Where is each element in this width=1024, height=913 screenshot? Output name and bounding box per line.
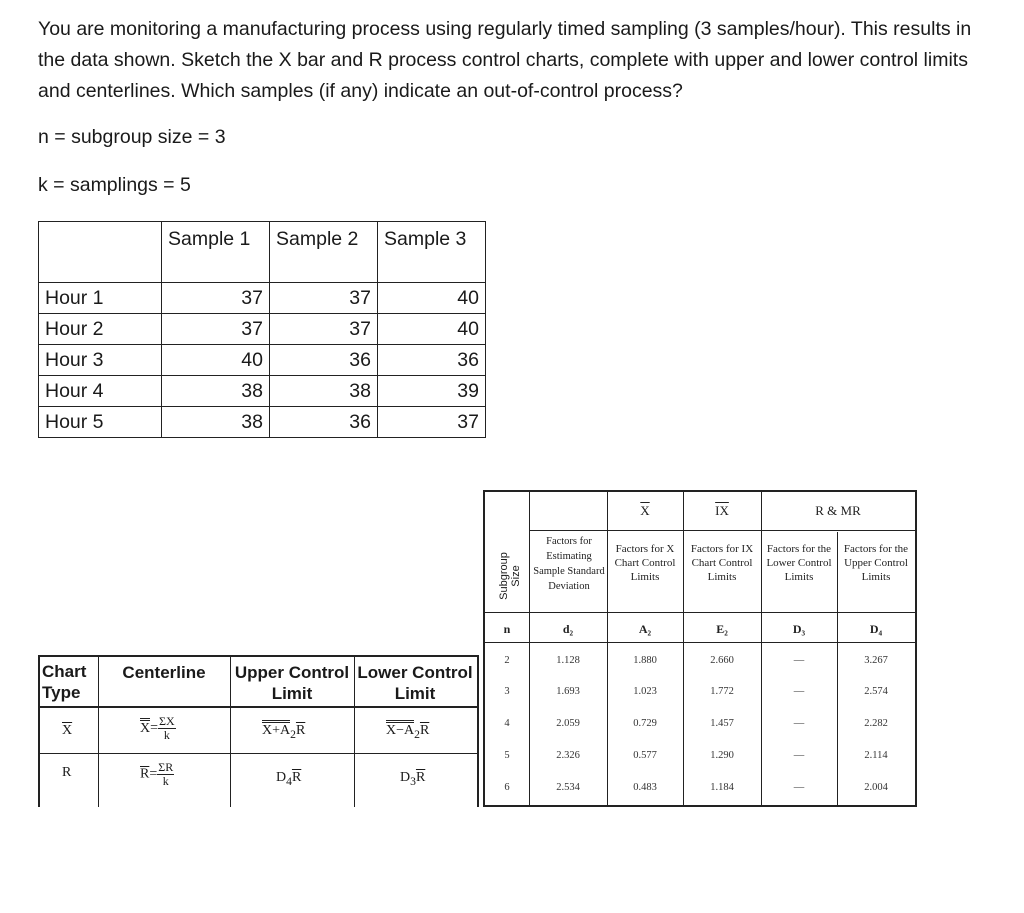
header-sample-1: Sample 1 (162, 222, 270, 283)
table-row (39, 345, 486, 376)
samples-corner-cell (39, 222, 162, 283)
row-label: Hour 3 (39, 345, 162, 376)
cell-d2: 1.128 (556, 655, 580, 666)
divider (761, 532, 762, 805)
cell-d2: 1.693 (556, 686, 580, 697)
cell-d4: 2.004 (864, 782, 888, 793)
cell-value: 38 (162, 376, 270, 407)
cell-d4: 2.574 (864, 686, 888, 697)
cell-d2: 2.326 (556, 750, 580, 761)
desc-d2: Factors for Estimating Sample Standard Deviation (533, 536, 605, 592)
cell-value: 37 (378, 407, 486, 438)
cell-value: 37 (270, 283, 378, 314)
cell-value: 37 (270, 314, 378, 345)
cell-e2: 1.457 (710, 718, 734, 729)
cell-e2: 2.660 (710, 655, 734, 666)
chart-type-r: R (62, 765, 72, 780)
cell-n: 3 (504, 686, 510, 697)
subgroup-size-label: Subgroup Size (498, 552, 522, 600)
header-chart-type: Chart Type (42, 662, 87, 702)
xbar-lcl-formula: $X-A_2\overline{R}$ (386, 723, 429, 741)
table-row (39, 407, 486, 438)
cell-a2: 0.729 (633, 718, 657, 729)
r-centerline-formula: $\overline{R}=$ $\frac{\Sigma R}{k}$ (140, 760, 174, 788)
sym-a2: A₂ (638, 622, 652, 636)
cell-value: 38 (162, 407, 270, 438)
cell-value: 36 (270, 345, 378, 376)
r-ucl-formula: $D_4\overline{R}$ (276, 770, 302, 788)
cell-value: 40 (378, 314, 486, 345)
xbar-ucl-formula: $X+A_2\overline{R}$ (262, 723, 305, 741)
cell-d2: 2.534 (556, 782, 580, 793)
cell-value: 36 (378, 345, 486, 376)
cell-value: 36 (270, 407, 378, 438)
question-text: You are monitoring a manufacturing process using regularly timed sampling (3 samples/hour). This results in the data shown. Sketch the X bar and R process control charts, complete with upper and lower control limits and centerlines. Which samples (if any) indicate an out-of-control process? (38, 18, 972, 102)
header-sample-3: Sample 3 (378, 222, 486, 283)
cell-a2: 1.023 (633, 686, 657, 697)
sym-n: n (503, 622, 511, 636)
header-lcl: Lower Control Limit (357, 663, 473, 703)
group-ix: $\overline{IX}$ (715, 503, 729, 518)
group-xbar: $\overline{X}$ (640, 503, 650, 518)
cell-d4: 2.114 (864, 750, 888, 761)
cell-value: 40 (378, 283, 486, 314)
divider (485, 612, 915, 613)
group-rmr: R & MR (815, 503, 861, 518)
cell-a2: 0.577 (633, 750, 657, 761)
cell-e2: 1.772 (710, 686, 734, 697)
control-formula-table (38, 655, 479, 807)
table-row (39, 314, 486, 345)
cell-a2: 1.880 (633, 655, 657, 666)
row-label: Hour 5 (39, 407, 162, 438)
sym-d2: d₂ (562, 622, 574, 636)
divider (485, 642, 915, 643)
xbar-centerline-formula: X= $\frac{\Sigma X}{k}$ (140, 714, 175, 742)
sym-d4: D₄ (869, 622, 883, 636)
header-centerline: Centerline (122, 663, 206, 682)
cell-value: 37 (162, 314, 270, 345)
cell-a2: 0.483 (633, 782, 657, 793)
cell-value: 37 (162, 283, 270, 314)
desc-d3: Factors for the Lower Control Limits (766, 543, 832, 583)
desc-d4: Factors for the Upper Control Limits (843, 543, 909, 583)
cell-d3: — (793, 718, 805, 729)
cell-n: 6 (504, 782, 510, 793)
factors-table (483, 490, 917, 807)
divider (529, 530, 915, 531)
cell-d3: — (793, 750, 805, 761)
cell-e2: 1.290 (710, 750, 734, 761)
table-row (39, 376, 486, 407)
divider (230, 657, 231, 807)
subgroup-size-text: n = subgroup size = 3 (38, 126, 226, 148)
samples-header-row (39, 222, 486, 283)
cell-value: 40 (162, 345, 270, 376)
desc-a2: Factors for X Chart Control Limits (614, 543, 676, 583)
samples-table (38, 221, 486, 438)
header-sample-2: Sample 2 (270, 222, 378, 283)
cell-value: 39 (378, 376, 486, 407)
sym-d3: D₃ (792, 622, 806, 636)
chart-type-xbar: $\overline{X}$ (62, 723, 73, 738)
cell-d3: — (793, 686, 805, 697)
cell-n: 4 (504, 718, 510, 729)
cell-n: 2 (504, 655, 510, 666)
cell-n: 5 (504, 750, 510, 761)
divider (98, 657, 99, 807)
cell-d4: 3.267 (864, 655, 888, 666)
row-label: Hour 4 (39, 376, 162, 407)
sym-e2: E₂ (716, 622, 728, 636)
cell-e2: 1.184 (710, 782, 734, 793)
row-label: Hour 2 (39, 314, 162, 345)
cell-d4: 2.282 (864, 718, 888, 729)
divider (40, 753, 477, 754)
cell-d2: 2.059 (556, 718, 580, 729)
table-row (39, 283, 486, 314)
cell-d3: — (793, 782, 805, 793)
samplings-text: k = samplings = 5 (38, 174, 191, 196)
desc-e2: Factors for IX Chart Control Limits (690, 543, 754, 583)
r-lcl-formula: $D_3\overline{R}$ (400, 770, 426, 788)
header-ucl: Upper Control Limit (234, 663, 350, 703)
cell-value: 38 (270, 376, 378, 407)
row-label: Hour 1 (39, 283, 162, 314)
divider (837, 532, 838, 805)
divider (354, 657, 355, 807)
cell-d3: — (793, 655, 805, 666)
